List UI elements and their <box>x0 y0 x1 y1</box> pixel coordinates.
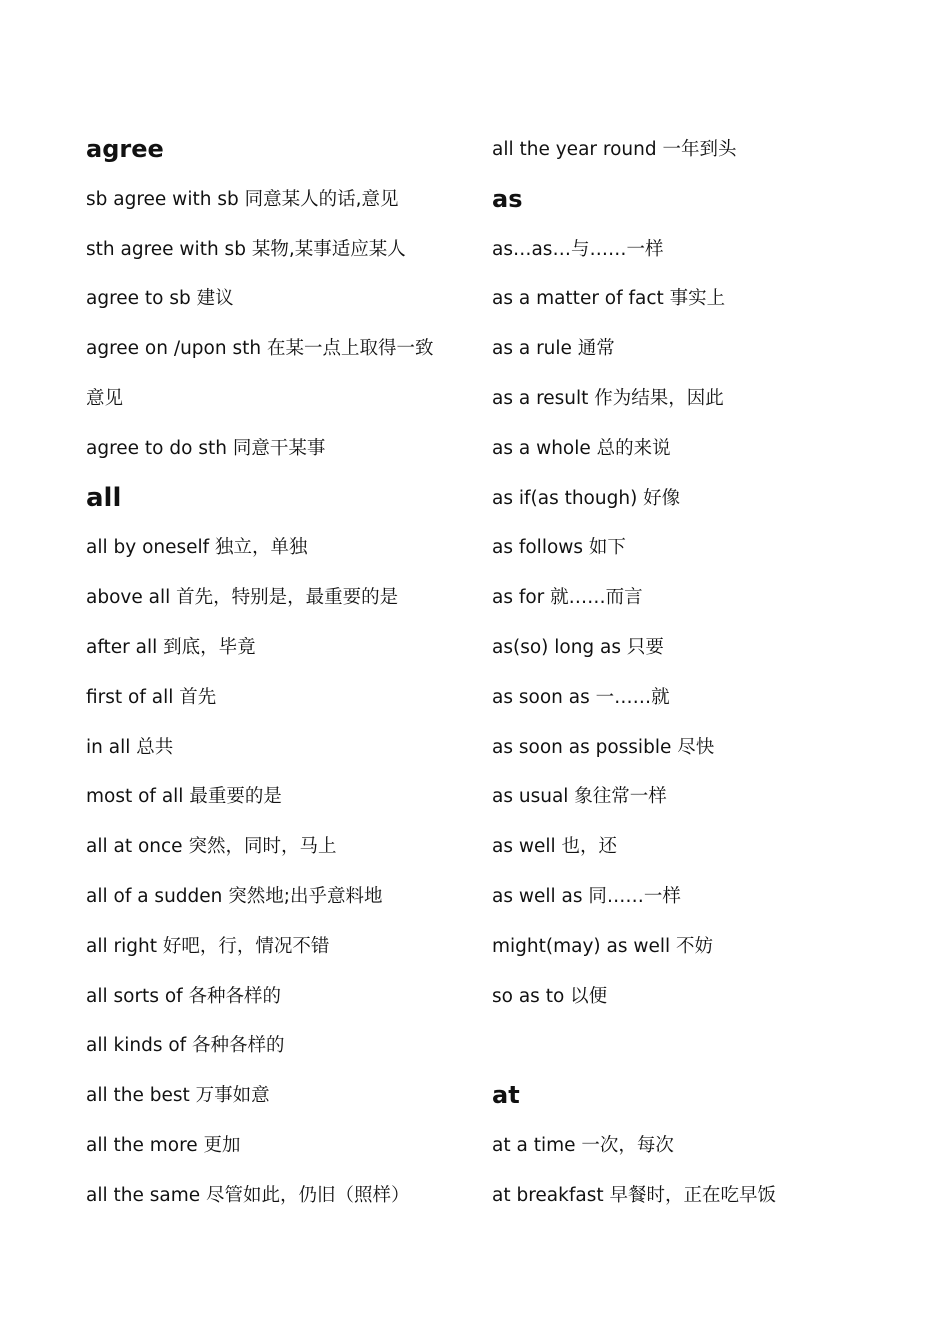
phrase-entry: most of all 最重要的是 <box>86 786 282 808</box>
phrase-entry: as follows 如下 <box>492 537 626 559</box>
phrase-entry: agree to do sth 同意干某事 <box>86 437 326 459</box>
phrase-entry: might(may) as well 不妨 <box>492 935 714 957</box>
phrase-entry: as well 也，还 <box>492 836 618 858</box>
phrase-entry: as soon as possible 尽快 <box>492 736 715 758</box>
section-heading-as: as <box>492 184 523 213</box>
phrase-entry: as…as…与……一样 <box>492 238 664 260</box>
phrase-entry: all of a sudden 突然地;出乎意料地 <box>86 885 383 907</box>
phrase-entry: all sorts of 各种各样的 <box>86 985 282 1007</box>
phrase-entry: after all 到底，毕竟 <box>86 636 256 658</box>
phrase-entry: all the best 万事如意 <box>86 1085 270 1107</box>
phrase-entry: all the same 尽管如此，仍旧（照样） <box>86 1184 410 1206</box>
phrase-entry: as(so) long as 只要 <box>492 636 664 658</box>
left-column <box>86 125 486 1221</box>
phrase-entry: all kinds of 各种各样的 <box>86 1035 285 1057</box>
phrase-entry: at breakfast 早餐时，正在吃早饭 <box>492 1184 776 1206</box>
phrase-entry: as usual 象往常一样 <box>492 786 667 808</box>
section-heading-at: at <box>492 1081 520 1110</box>
phrase-entry: all the year round 一年到头 <box>492 139 737 160</box>
phrase-entry: as well as 同……一样 <box>492 885 681 907</box>
phrase-entry: as for 就……而言 <box>492 587 643 609</box>
phrase-entry: all by oneself 独立，单独 <box>86 537 308 559</box>
phrase-entry: as a result 作为结果，因此 <box>492 387 724 409</box>
section-heading-agree: agree <box>86 135 164 163</box>
phrase-entry: 意见 <box>86 387 124 409</box>
phrase-entry: sb agree with sb 同意某人的话,意见 <box>86 188 399 210</box>
phrase-entry: as if(as though) 好像 <box>492 487 681 509</box>
phrase-entry: agree to sb 建议 <box>86 288 234 310</box>
phrase-entry: all right 好吧，行，情况不错 <box>86 935 330 957</box>
right-column <box>492 125 892 1221</box>
phrase-entry: as a rule 通常 <box>492 338 615 360</box>
phrase-entry: at a time 一次，每次 <box>492 1134 674 1156</box>
phrase-entry: above all 首先，特别是，最重要的是 <box>86 587 399 609</box>
phrase-entry: all the more 更加 <box>86 1134 241 1156</box>
section-heading-all: all <box>86 482 122 513</box>
phrase-entry: in all 总共 <box>86 736 174 758</box>
phrase-entry: all at once 突然，同时，马上 <box>86 836 337 858</box>
phrase-entry: sth agree with sb 某物,某事适应某人 <box>86 238 406 260</box>
phrase-entry: first of all 首先 <box>86 686 217 708</box>
phrase-entry: so as to 以便 <box>492 985 608 1007</box>
phrase-entry: as soon as 一……就 <box>492 686 670 708</box>
blank-line <box>492 1021 892 1071</box>
phrase-entry: as a whole 总的来说 <box>492 437 671 459</box>
phrase-entry: as a matter of fact 事实上 <box>492 288 726 310</box>
phrase-entry: agree on /upon sth 在某一点上取得一致 <box>86 338 434 360</box>
